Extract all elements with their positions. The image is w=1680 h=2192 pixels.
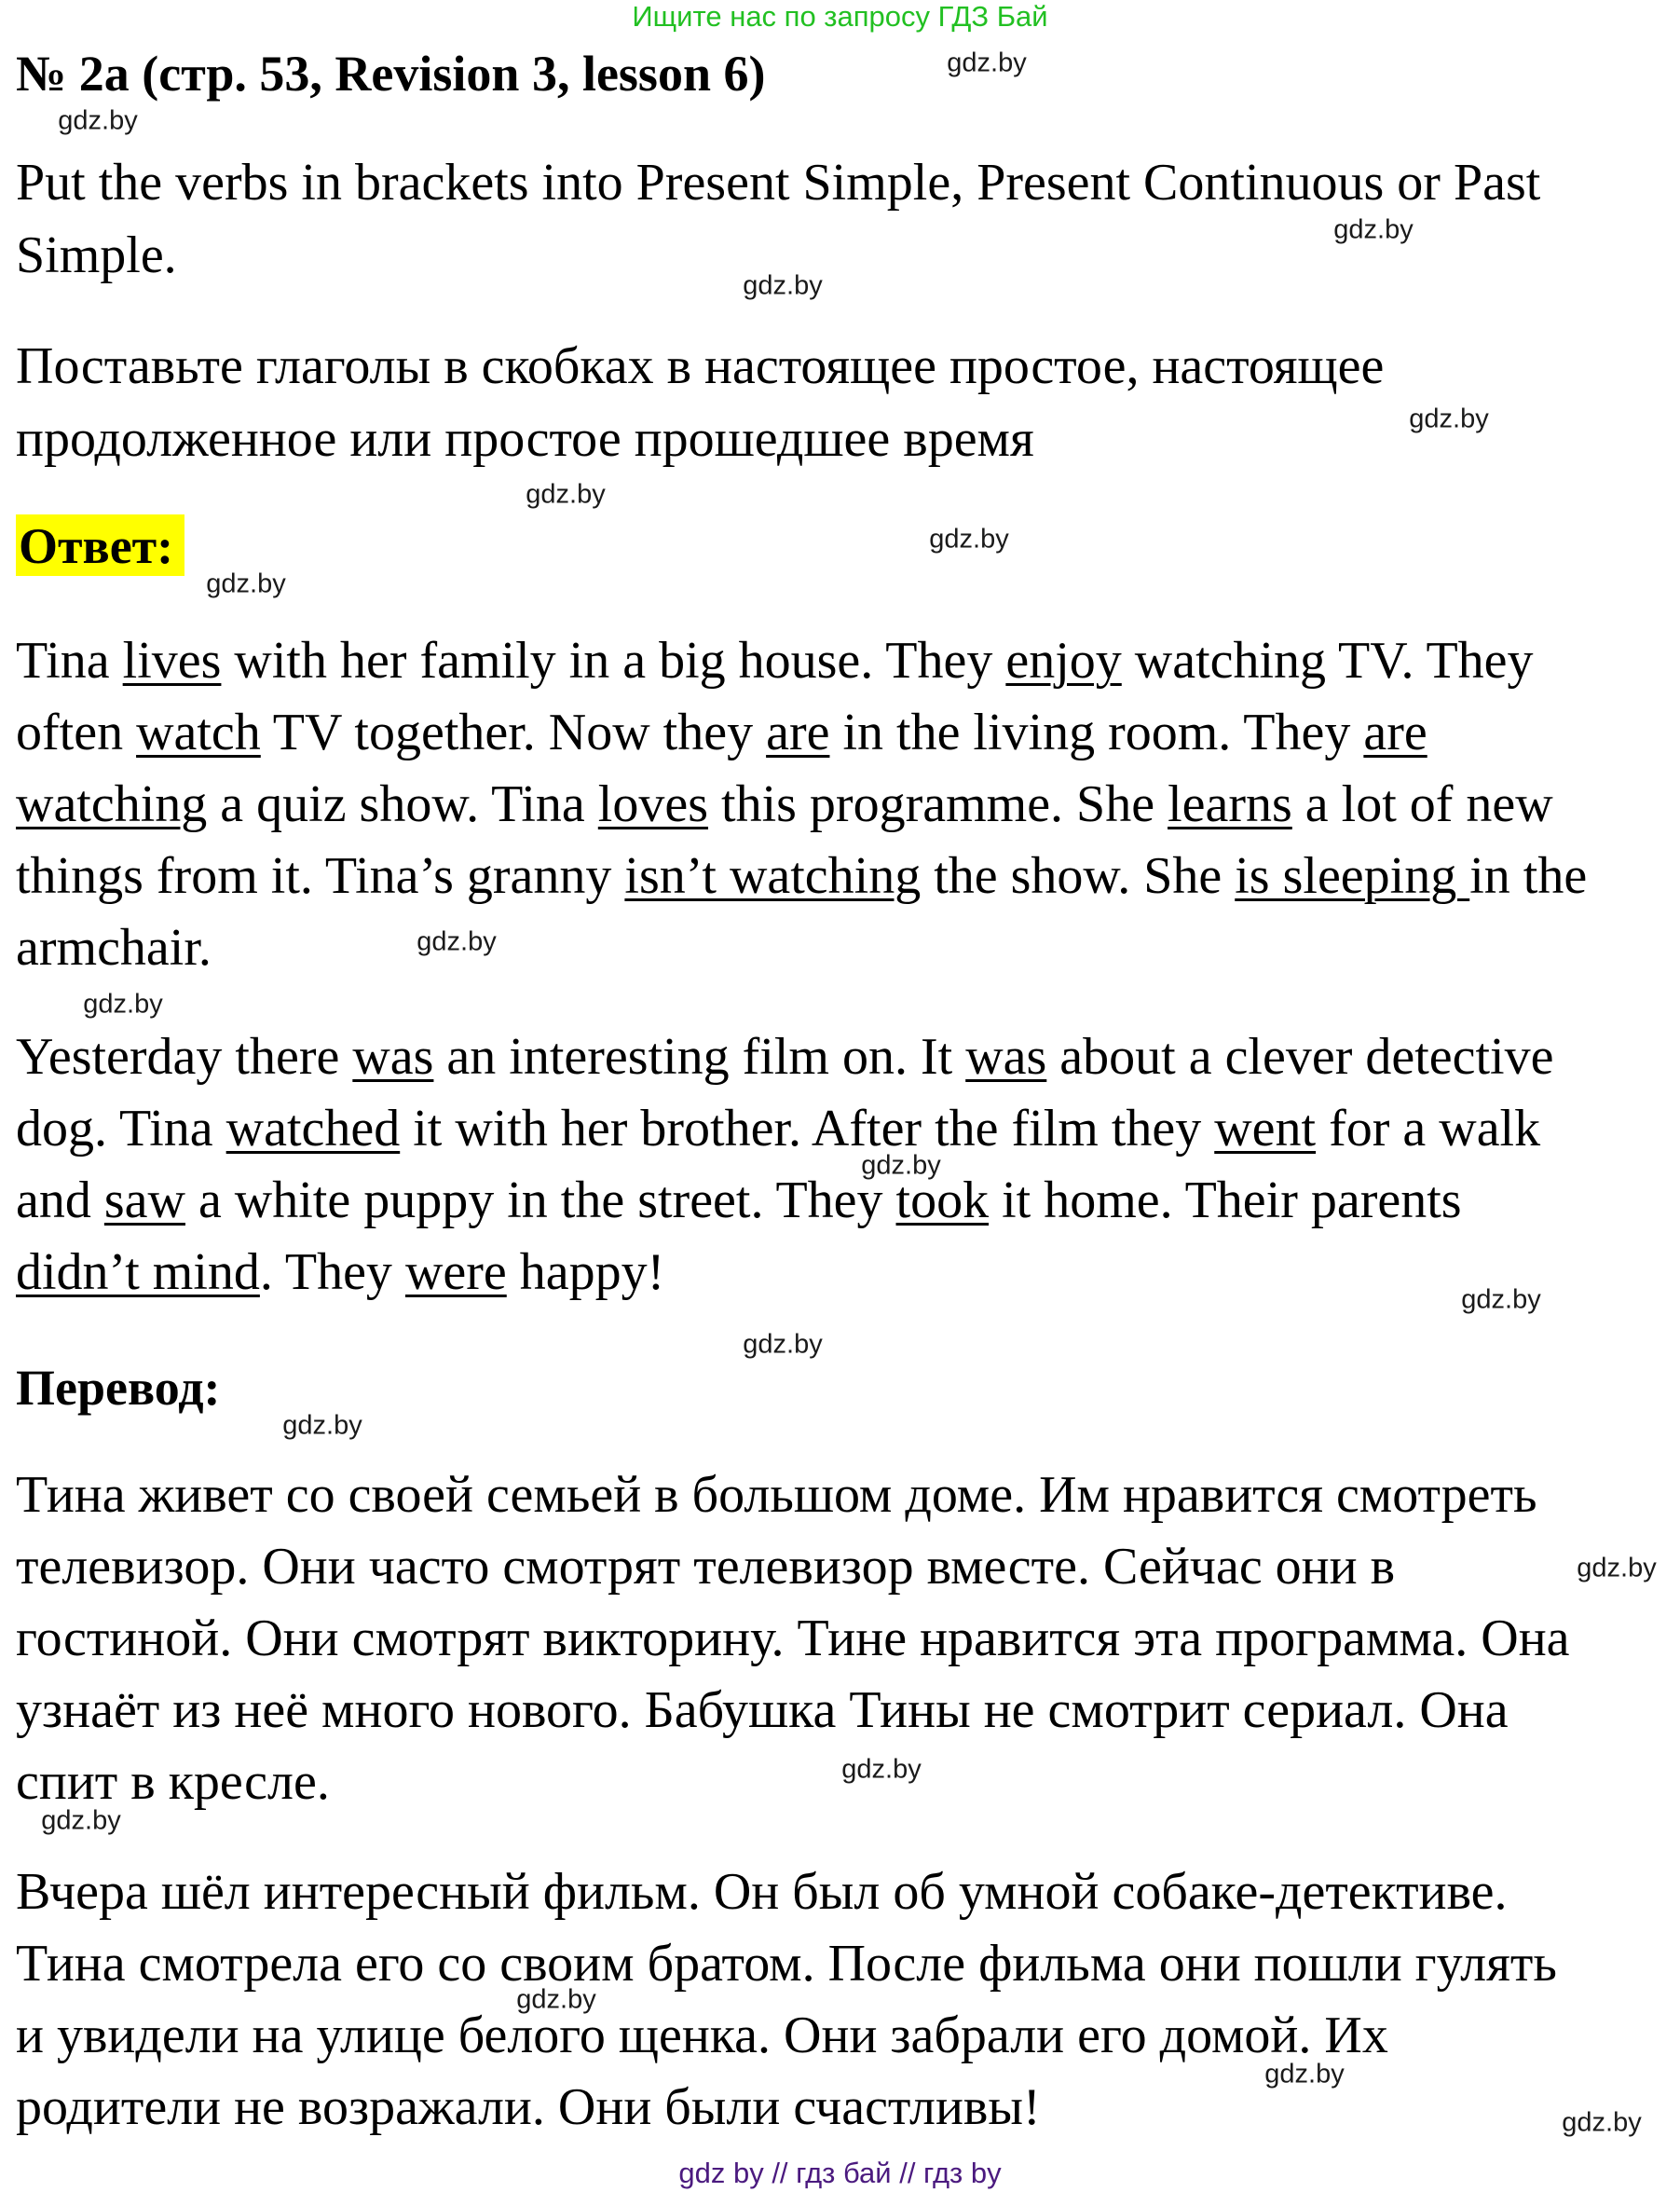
answer-verb-underlined: didn’t mind (16, 1243, 260, 1301)
watermark: gdz.by (841, 1754, 922, 1785)
watermark: gdz.by (83, 989, 163, 1020)
answer-label-highlight (16, 514, 184, 576)
answer-line (16, 775, 1553, 833)
answer-text: this programme. She (708, 775, 1168, 833)
watermark: gdz.by (526, 479, 606, 510)
answer-text: watching TV. They (1121, 632, 1534, 690)
watermark: gdz.by (206, 569, 286, 599)
answer-line (16, 1171, 1462, 1229)
translation-line: спит в кресле. (16, 1753, 330, 1811)
answer-verb-underlined: watching (16, 775, 208, 833)
answer-text: armchair. (16, 919, 212, 977)
translation-line: Тина живет со своей семьей в большом доме. Им нравится смотреть (16, 1466, 1537, 1524)
answer-line (16, 632, 1534, 690)
answer-text: it home. Their parents (989, 1171, 1462, 1229)
answer-text: . They (259, 1243, 405, 1301)
instruction-en-line: Simple. (16, 226, 177, 284)
watermark: gdz.by (41, 1805, 121, 1836)
footer-links: gdz by // гдз бай // гдз by (678, 2157, 1002, 2189)
answer-text: a white puppy in the street. They (184, 1171, 896, 1229)
answer-text: Yesterday there (16, 1028, 353, 1086)
answer-verb-underlined: was (965, 1028, 1047, 1086)
instruction-ru-line: Поставьте глаголы в скобках в настоящее простое, настоящее (16, 337, 1385, 395)
watermark: gdz.by (743, 1329, 823, 1360)
answer-text: Tina (16, 632, 123, 690)
watermark: gdz.by (1562, 2107, 1642, 2138)
answer-text: dog. Tina (16, 1100, 226, 1158)
translation-line: и увидели на улице белого щенка. Они забрали его домой. Их (16, 2007, 1388, 2064)
translation-label: Перевод: (16, 1360, 221, 1416)
answer-text: and (16, 1171, 104, 1229)
answer-text: in the (1469, 847, 1588, 905)
watermark: gdz.by (743, 270, 823, 301)
answer-verb-underlined: learns (1168, 775, 1292, 833)
answer-text: it with her brother. After the film they (400, 1100, 1215, 1158)
watermark: gdz.by (282, 1410, 362, 1441)
translation-line: Тина смотрела его со своим братом. После фильма они пошли гулять (16, 1935, 1557, 1993)
answer-line (16, 706, 1427, 759)
answer-text: a lot of new (1291, 775, 1553, 833)
translation-line: телевизор. Они часто смотрят телевизор вместе. Сейчас они в (16, 1538, 1396, 1596)
answer-text: for a walk (1316, 1100, 1541, 1158)
translation-line: родители не возражали. Они были счастливы! (16, 2078, 1041, 2136)
answer-text: in the living room. They (829, 704, 1364, 761)
instruction-ru-line: продолженное или простое прошедшее время (16, 410, 1034, 468)
answer-line (16, 1100, 1541, 1158)
translation-line: узнаёт из неё много нового. Бабушка Тины не смотрит сериал. Она (16, 1681, 1509, 1739)
watermark: gdz.by (947, 48, 1027, 78)
answer-verb-underlined: saw (103, 1171, 185, 1229)
answer-text: an interesting film on. It (433, 1028, 966, 1086)
answer-label: Ответ: (19, 518, 174, 574)
answer-verb-underlined: watched (225, 1100, 401, 1158)
answer-text: TV together. Now they (260, 704, 767, 761)
answer-verb-underlined: watch (136, 704, 261, 761)
answer-line (16, 1243, 665, 1301)
answer-verb-underlined: are (766, 704, 830, 761)
answer-text: with her family in a big house. They (221, 632, 1006, 690)
page-title: № 2a (стр. 53, Revision 3, lesson 6) (16, 46, 766, 102)
answer-text: happy! (506, 1243, 665, 1301)
translation-line: Вчера шёл интересный фильм. Он был об умной собаке-детективе. (16, 1863, 1508, 1921)
answer-verb-underlined: loves (597, 775, 709, 833)
answer-verb-underlined: lives (122, 632, 222, 690)
answer-verb-underlined: is sleeping (1235, 847, 1470, 905)
answer-verb-underlined: isn’t watching (624, 847, 922, 905)
watermark: gdz.by (1409, 404, 1489, 434)
translation-line: гостиной. Они смотрят викторину. Тине нравится эта программа. Она (16, 1610, 1570, 1667)
answer-verb-underlined: went (1214, 1100, 1317, 1158)
search-banner: Ищите нас по запросу ГДЗ Бай (632, 0, 1048, 33)
watermark: gdz.by (1333, 214, 1414, 245)
answer-text: things from it. Tina’s granny (16, 847, 625, 905)
answer-verb-underlined: are (1363, 704, 1427, 761)
answer-text: a quiz show. Tina (207, 775, 598, 833)
watermark: gdz.by (516, 1984, 596, 2015)
watermark: gdz.by (1264, 2059, 1345, 2089)
answer-verb-underlined: was (352, 1028, 434, 1086)
answer-verb-underlined: enjoy (1005, 632, 1122, 690)
answer-verb-underlined: were (404, 1243, 507, 1301)
answer-line (16, 1028, 1554, 1086)
watermark: gdz.by (417, 926, 497, 957)
watermark: gdz.by (1577, 1553, 1657, 1583)
answer-text: the show. She (921, 847, 1236, 905)
watermark: gdz.by (1461, 1284, 1541, 1315)
answer-line (16, 919, 212, 977)
answer-text: about a clever detective (1046, 1028, 1554, 1086)
watermark: gdz.by (861, 1150, 941, 1181)
answer-line (16, 847, 1588, 905)
instruction-en-line: Put the verbs in brackets into Present Simple, Present Continuous or Past (16, 154, 1541, 212)
answer-text: often (16, 704, 137, 761)
answer-verb-underlined: took (895, 1171, 990, 1229)
watermark: gdz.by (929, 524, 1009, 555)
watermark: gdz.by (58, 105, 138, 136)
